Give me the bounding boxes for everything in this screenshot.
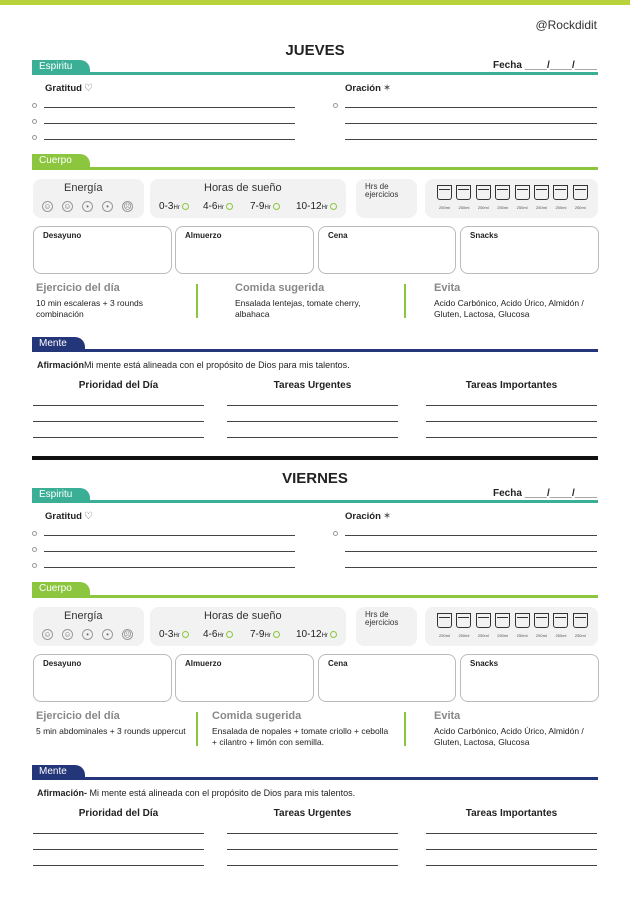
task-line[interactable] <box>227 833 398 834</box>
oracion-bullet <box>333 102 341 110</box>
column-divider <box>404 284 406 318</box>
water-glass-icon[interactable] <box>476 185 491 200</box>
cup-label: 250ml <box>439 633 450 638</box>
cup-label: 250ml <box>555 205 567 210</box>
task-line[interactable] <box>33 421 204 422</box>
comida-body: Ensalada de nopales + tomate criollo + cebolla + cilantro + limón con semilla. <box>212 726 389 747</box>
cup-label: 250ml <box>574 633 586 638</box>
bullet-icon <box>32 547 37 552</box>
meal-title: Desayuno <box>43 659 82 668</box>
meal-box[interactable] <box>175 654 314 702</box>
sleep-title: Horas de sueño <box>204 182 282 194</box>
oracion-line[interactable] <box>345 551 597 552</box>
date-field[interactable]: Fecha ____/____/____ <box>493 488 597 499</box>
write-line <box>44 535 295 536</box>
sleep-option[interactable]: 4-6Hr <box>203 201 233 212</box>
meal-title: Snacks <box>470 659 499 668</box>
water-glass-icon[interactable] <box>515 613 530 628</box>
task-line[interactable] <box>33 833 204 834</box>
cup-label: 250ml <box>477 205 489 210</box>
praying-hands-icon: ✶ <box>382 83 392 94</box>
oracion-line[interactable] <box>345 107 597 108</box>
cup-label: 250ml <box>439 205 450 210</box>
water-glass-icon[interactable] <box>553 613 568 628</box>
gratitud-item[interactable] <box>32 118 295 126</box>
ejercicio-title: Ejercicio del día <box>36 710 120 722</box>
bullet-icon <box>32 103 37 108</box>
column-divider <box>196 284 198 318</box>
cup-label: 250ml <box>458 205 470 210</box>
sleep-option[interactable]: 4-6Hr <box>203 629 233 640</box>
sleep-title: Horas de sueño <box>204 610 282 622</box>
bullet-icon <box>333 103 338 108</box>
task-line[interactable] <box>227 437 398 438</box>
praying-hands-icon: ✶ <box>382 511 392 522</box>
sleep-option[interactable]: 10-12Hr <box>296 629 337 640</box>
task-column-header: Tareas Urgentes <box>273 808 352 819</box>
cup-label: 250ml <box>497 205 509 210</box>
task-line[interactable] <box>227 405 398 406</box>
exercise-hours-label: Hrs de ejercicios <box>365 610 399 627</box>
sleep-option[interactable]: 10-12Hr <box>296 201 337 212</box>
oracion-label: Oración ✶ <box>345 511 392 522</box>
write-line <box>44 123 295 124</box>
meal-title: Almuerzo <box>185 231 222 240</box>
sleep-option[interactable]: 0-3Hr <box>159 629 189 640</box>
meal-title: Almuerzo <box>185 659 222 668</box>
task-column-header: Prioridad del Día <box>78 380 159 391</box>
date-field[interactable]: Fecha ____/____/____ <box>493 60 597 71</box>
top-accent-bar <box>0 0 630 5</box>
espiritu-line <box>32 72 598 75</box>
gratitud-item[interactable] <box>32 530 295 538</box>
gratitud-item[interactable] <box>32 134 295 142</box>
meal-box[interactable] <box>318 654 456 702</box>
cuerpo-tab: Cuerpo <box>32 582 90 596</box>
radio-circle-icon <box>330 203 337 210</box>
mood-face-icon[interactable]: ☺ <box>63 630 72 639</box>
oracion-line[interactable] <box>345 535 597 536</box>
task-line[interactable] <box>426 437 597 438</box>
meal-box[interactable] <box>318 226 456 274</box>
oracion-bullet <box>333 530 341 538</box>
cup-label: 250ml <box>536 633 547 638</box>
gratitud-label: Gratitud ♡ <box>45 83 93 94</box>
task-column-header: Prioridad del Día <box>78 808 159 819</box>
task-line[interactable] <box>227 421 398 422</box>
meal-title: Snacks <box>470 231 499 240</box>
water-glass-icon[interactable] <box>456 613 471 628</box>
radio-circle-icon <box>226 203 233 210</box>
cup-label: 250ml <box>497 633 509 638</box>
gratitud-item[interactable] <box>32 102 295 110</box>
sleep-option[interactable]: 0-3Hr <box>159 201 189 212</box>
water-glass-icon[interactable] <box>515 185 530 200</box>
meal-box[interactable] <box>175 226 314 274</box>
bullet-icon <box>32 135 37 140</box>
radio-circle-icon <box>330 631 337 638</box>
mente-line <box>32 777 598 780</box>
water-glass-icon[interactable] <box>534 185 549 200</box>
water-glass-icon[interactable] <box>553 185 568 200</box>
bullet-icon <box>32 531 37 536</box>
gratitud-item[interactable] <box>32 562 295 570</box>
oracion-label: Oración ✶ <box>345 83 392 94</box>
write-line <box>44 551 295 552</box>
affirmation: AfirmaciónMi mente está alineada con el propósito de Dios para mis talentos. <box>37 360 350 370</box>
radio-circle-icon <box>273 203 280 210</box>
cuerpo-tab: Cuerpo <box>32 154 90 168</box>
meal-title: Desayuno <box>43 231 82 240</box>
cup-label: 250ml <box>555 633 567 638</box>
mood-face-icon[interactable]: • <box>82 201 93 212</box>
oracion-line[interactable] <box>345 123 597 124</box>
ejercicio-body: 5 min abdominales + 3 rounds uppercut <box>36 726 186 736</box>
cup-label: 250ml <box>477 633 489 638</box>
meal-title: Cena <box>328 231 348 240</box>
author-handle: @Rockdidit <box>535 18 597 32</box>
ejercicio-body: 10 min escaleras + 3 rounds combinación <box>36 298 144 319</box>
water-glass-icon[interactable] <box>495 185 510 200</box>
write-line <box>44 107 295 108</box>
cup-label: 250ml <box>536 205 547 210</box>
cuerpo-line <box>32 595 598 598</box>
evita-body: Acido Carbónico, Acido Úrico, Almidón / Gluten, Lactosa, Glucosa <box>434 298 584 319</box>
task-line[interactable] <box>227 865 398 866</box>
mood-face-icon[interactable]: ☹ <box>123 630 132 639</box>
cup-label: 250ml <box>458 633 470 638</box>
water-glass-icon[interactable] <box>456 185 471 200</box>
affirmation: Afirmación- Mi mente está alineada con el propósito de Dios para mis talentos. <box>37 788 356 798</box>
evita-title: Evita <box>434 282 461 294</box>
task-line[interactable] <box>426 421 597 422</box>
task-line[interactable] <box>33 405 204 406</box>
sleep-option[interactable]: 7-9Hr <box>250 629 280 640</box>
bullet-icon <box>32 563 37 568</box>
cup-label: 250ml <box>574 205 586 210</box>
day-jueves <box>0 42 630 472</box>
water-glass-icon[interactable] <box>573 185 588 200</box>
gratitud-label: Gratitud ♡ <box>45 511 93 522</box>
meal-box[interactable] <box>460 654 599 702</box>
espiritu-line <box>32 500 598 503</box>
sleep-option[interactable]: 7-9Hr <box>250 201 280 212</box>
comida-body: Ensalada lentejas, tomate cherry, albahaca <box>235 298 361 319</box>
bullet-icon <box>333 531 338 536</box>
heart-hand-icon: ♡ <box>83 511 93 522</box>
energia-title: Energía <box>64 182 103 194</box>
write-line <box>44 567 295 568</box>
mente-line <box>32 349 598 352</box>
task-line[interactable] <box>33 849 204 850</box>
espiritu-tab: Espiritu <box>32 60 90 74</box>
task-line[interactable] <box>426 849 597 850</box>
mood-face-icon[interactable]: ☺ <box>43 630 52 639</box>
day-divider <box>32 456 598 460</box>
task-line[interactable] <box>426 405 597 406</box>
task-line[interactable] <box>227 849 398 850</box>
column-divider <box>404 712 406 746</box>
water-glass-icon[interactable] <box>495 613 510 628</box>
comida-title: Comida sugerida <box>212 710 302 722</box>
energia-title: Energía <box>64 610 103 622</box>
day-viernes <box>0 470 630 900</box>
oracion-line[interactable] <box>345 567 597 568</box>
water-glass-icon[interactable] <box>437 613 452 628</box>
heart-hand-icon: ♡ <box>83 83 93 94</box>
mood-face-icon[interactable]: • <box>82 629 93 640</box>
mood-face-icon[interactable]: • <box>102 629 113 640</box>
write-line <box>44 139 295 140</box>
mood-face-icon[interactable]: ☹ <box>123 202 132 211</box>
task-line[interactable] <box>33 437 204 438</box>
water-glass-icon[interactable] <box>573 613 588 628</box>
day-title: VIERNES <box>282 470 348 487</box>
task-line[interactable] <box>426 833 597 834</box>
water-glass-icon[interactable] <box>437 185 452 200</box>
task-column-header: Tareas Importantes <box>465 380 558 391</box>
ejercicio-title: Ejercicio del día <box>36 282 120 294</box>
espiritu-tab: Espiritu <box>32 488 90 502</box>
cup-label: 250ml <box>516 633 528 638</box>
radio-circle-icon <box>273 631 280 638</box>
meal-box[interactable] <box>33 226 172 274</box>
meal-title: Cena <box>328 659 348 668</box>
evita-body: Acido Carbónico, Acido Úrico, Almidón / Gluten, Lactosa, Glucosa <box>434 726 584 747</box>
task-line[interactable] <box>426 865 597 866</box>
comida-title: Comida sugerida <box>235 282 325 294</box>
day-title: JUEVES <box>285 42 345 59</box>
cuerpo-line <box>32 167 598 170</box>
water-glass-icon[interactable] <box>534 613 549 628</box>
gratitud-item[interactable] <box>32 546 295 554</box>
task-column-header: Tareas Importantes <box>465 808 558 819</box>
bullet-icon <box>32 119 37 124</box>
oracion-line[interactable] <box>345 139 597 140</box>
task-column-header: Tareas Urgentes <box>273 380 352 391</box>
column-divider <box>196 712 198 746</box>
mente-tab: Mente <box>32 765 85 779</box>
water-glass-icon[interactable] <box>476 613 491 628</box>
mood-face-icon[interactable]: • <box>102 201 113 212</box>
radio-circle-icon <box>226 631 233 638</box>
task-line[interactable] <box>33 865 204 866</box>
radio-circle-icon <box>182 203 189 210</box>
mood-face-icon[interactable]: ☺ <box>63 202 72 211</box>
mood-face-icon[interactable]: ☺ <box>43 202 52 211</box>
exercise-hours-label: Hrs de ejercicios <box>365 182 399 199</box>
mente-tab: Mente <box>32 337 85 351</box>
meal-box[interactable] <box>460 226 599 274</box>
radio-circle-icon <box>182 631 189 638</box>
meal-box[interactable] <box>33 654 172 702</box>
evita-title: Evita <box>434 710 461 722</box>
cup-label: 250ml <box>516 205 528 210</box>
